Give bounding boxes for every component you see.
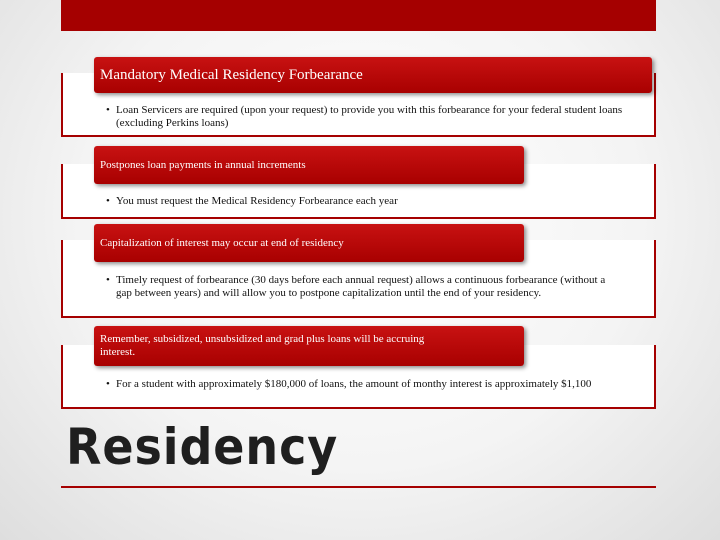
- section-1-bullet-text: Loan Servicers are required (upon your request) to provide you with this forbearance for your federal student loans (excluding Perkins loans): [116, 104, 623, 129]
- section-1-bullet: [106, 104, 626, 130]
- section-2-bullet: [106, 195, 626, 208]
- top-accent-band: [61, 0, 656, 31]
- section-4-bullet: [106, 378, 616, 391]
- title-underline: [61, 486, 656, 488]
- bullet-icon: •: [106, 378, 110, 390]
- section-1-heading-text: Mandatory Medical Residency Forbearance: [100, 66, 363, 83]
- slide-title: Residency: [66, 418, 339, 476]
- section-3-bullet: [106, 274, 616, 300]
- section-2-heading-text: Postpones loan payments in annual increments: [100, 158, 306, 171]
- section-4-heading-text: Remember, subsidized, unsubsidized and grad plus loans will be accruing interest.: [100, 333, 425, 358]
- section-4-bullet-text: For a student with approximately $180,000 of loans, the amount of monthy interest is approximately $1,100: [116, 378, 592, 390]
- section-2-heading: [94, 146, 524, 184]
- section-4-heading: [94, 326, 524, 366]
- section-2-bullet-text: You must request the Medical Residency Forbearance each year: [116, 195, 398, 207]
- bullet-icon: •: [106, 195, 110, 207]
- section-3-bullet-text: Timely request of forbearance (30 days before each annual request) allows a continuous forbearance (without a gap between years) and will allow you to postpone capitalization until the end of your residency.: [116, 274, 606, 299]
- section-3-heading-text: Capitalization of interest may occur at end of residency: [100, 236, 344, 249]
- bullet-icon: •: [106, 104, 110, 116]
- bullet-icon: •: [106, 274, 110, 286]
- section-3-heading: [94, 224, 524, 262]
- section-1-heading: [94, 57, 652, 93]
